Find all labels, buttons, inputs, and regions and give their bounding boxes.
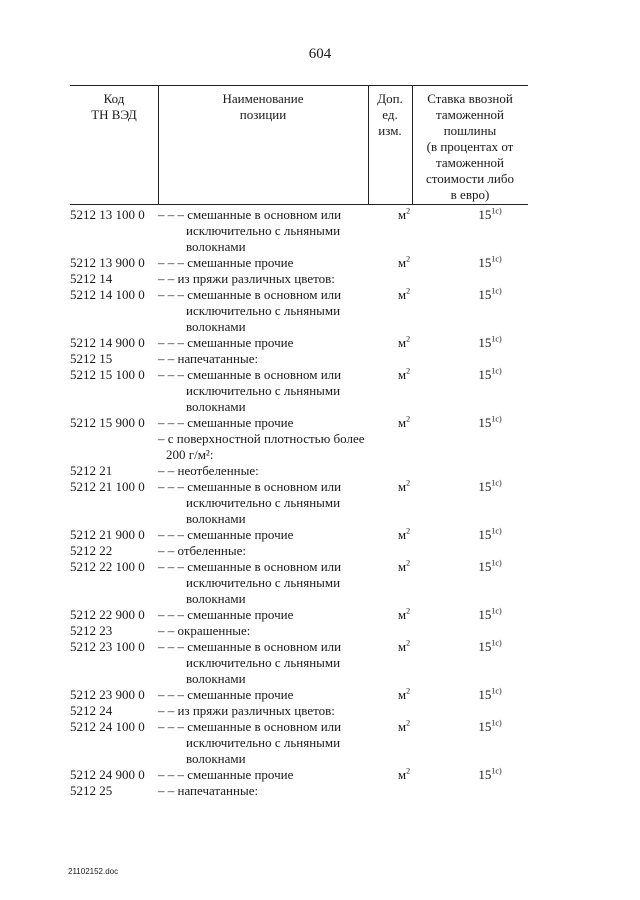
position-name-line: – – – смешанные прочие (158, 255, 294, 270)
header-unit-line: ед. (382, 107, 398, 122)
unit-cell (380, 351, 428, 367)
unit-superscript: 2 (406, 718, 411, 728)
position-name-line: – – напечатанные: (158, 351, 259, 366)
tnved-code: 5212 15 100 0 (70, 367, 145, 382)
table-row (70, 719, 540, 767)
table-row (70, 351, 540, 367)
header-unit (368, 91, 412, 139)
position-name (158, 287, 380, 335)
rate-footnote: 1с) (491, 638, 502, 648)
rate-cell (428, 367, 528, 415)
position-name (158, 607, 380, 623)
tnved-code: 5212 23 100 0 (70, 639, 145, 654)
header-unit-line: изм. (378, 123, 402, 138)
position-name-line: – – – смешанные в основном или (158, 719, 342, 734)
header-code-line: Код (103, 91, 125, 106)
table-row (70, 287, 540, 335)
table-row (70, 463, 540, 479)
tnved-code: 5212 13 900 0 (70, 255, 145, 270)
position-name (158, 639, 380, 687)
rate-cell (428, 527, 528, 543)
table-header (70, 85, 528, 205)
header-rate-line: таможенной (436, 107, 504, 122)
rate-cell (428, 335, 528, 351)
tnved-code: 5212 24 (70, 703, 113, 718)
tnved-code: 5212 14 100 0 (70, 287, 145, 302)
position-name-line: 200 г/м²: (166, 447, 214, 462)
position-name (158, 207, 380, 255)
tnved-code: 5212 14 900 0 (70, 335, 145, 350)
position-name-line: – – – смешанные в основном или (158, 559, 342, 574)
rate-value: 15 (478, 335, 492, 350)
position-name-line: исключительно с льняными (186, 655, 341, 670)
unit-cell (380, 703, 428, 719)
unit-superscript: 2 (406, 638, 411, 648)
table-row (70, 207, 540, 255)
unit-value: м (397, 479, 407, 494)
rate-value: 15 (478, 255, 492, 270)
rate-cell (428, 767, 528, 783)
position-name (158, 415, 380, 431)
unit-superscript: 2 (406, 478, 411, 488)
rate-footnote: 1с) (491, 686, 502, 696)
unit-cell (380, 543, 428, 559)
table-row (70, 415, 540, 431)
tnved-code: 5212 22 (70, 543, 113, 558)
tnved-code: 5212 24 100 0 (70, 719, 145, 734)
rate-cell (428, 719, 528, 767)
unit-cell (380, 271, 428, 287)
position-name-line: волокнами (186, 511, 246, 526)
position-name-line: волокнами (186, 239, 246, 254)
unit-value: м (397, 639, 407, 654)
unit-value: м (397, 767, 407, 782)
position-name-line: исключительно с льняными (186, 575, 341, 590)
position-name-line: исключительно с льняными (186, 735, 341, 750)
position-name (158, 335, 380, 351)
rate-footnote: 1с) (491, 718, 502, 728)
rate-cell (428, 479, 528, 527)
unit-cell (380, 607, 428, 623)
unit-cell (380, 783, 428, 799)
unit-value: м (397, 207, 407, 222)
unit-cell (380, 767, 428, 783)
rate-cell (428, 351, 528, 367)
rate-cell (428, 287, 528, 335)
table-row (70, 527, 540, 543)
position-name (158, 543, 380, 559)
position-name-line: волокнами (186, 591, 246, 606)
unit-cell (380, 527, 428, 543)
table-row (70, 431, 540, 463)
table-row (70, 767, 540, 783)
position-name (158, 559, 380, 607)
rate-cell (428, 783, 528, 799)
rate-cell (428, 687, 528, 703)
unit-cell (380, 623, 428, 639)
tnved-code: 5212 23 900 0 (70, 687, 145, 702)
tnved-code (70, 431, 158, 463)
position-name (158, 431, 380, 463)
unit-cell (380, 559, 428, 607)
unit-cell (380, 255, 428, 271)
rate-cell (428, 623, 528, 639)
position-name-line: – – – смешанные прочие (158, 767, 294, 782)
unit-cell (380, 335, 428, 351)
position-name-line: – – – смешанные прочие (158, 527, 294, 542)
header-rate-line: стоимости либо (425, 171, 514, 186)
position-name-line: исключительно с льняными (186, 495, 341, 510)
rate-value: 15 (478, 367, 492, 382)
tnved-code: 5212 25 (70, 783, 113, 798)
header-name-line: Наименование (222, 91, 304, 106)
rate-cell (428, 543, 528, 559)
rate-value: 15 (478, 207, 492, 222)
tnved-code: 5212 21 (70, 463, 113, 478)
position-name-line: волокнами (186, 671, 246, 686)
header-name (158, 91, 368, 123)
unit-superscript: 2 (406, 206, 411, 216)
unit-value: м (397, 559, 407, 574)
rate-value: 15 (478, 287, 492, 302)
header-rate (412, 91, 528, 203)
rate-footnote: 1с) (491, 206, 502, 216)
tnved-code: 5212 15 (70, 351, 113, 366)
position-name-line: исключительно с льняными (186, 223, 341, 238)
position-name-line: – – окрашенные: (158, 623, 251, 638)
rate-value: 15 (478, 719, 492, 734)
table-row (70, 607, 540, 623)
rate-footnote: 1с) (491, 366, 502, 376)
unit-value: м (397, 367, 407, 382)
rate-footnote: 1с) (491, 414, 502, 424)
unit-value: м (397, 719, 407, 734)
rate-cell (428, 255, 528, 271)
rate-cell (428, 463, 528, 479)
unit-cell (380, 687, 428, 703)
table-row (70, 559, 540, 607)
header-code-line: ТН ВЭД (91, 107, 137, 122)
table-row (70, 335, 540, 351)
rate-footnote: 1с) (491, 254, 502, 264)
rate-value: 15 (478, 607, 492, 622)
position-name-line: – – напечатанные: (158, 783, 259, 798)
tnved-code: 5212 14 (70, 271, 113, 286)
position-name (158, 623, 380, 639)
unit-cell (380, 639, 428, 687)
rate-value: 15 (478, 415, 492, 430)
position-name-line: – – – смешанные прочие (158, 687, 294, 702)
rate-footnote: 1с) (491, 606, 502, 616)
tnved-code: 5212 22 900 0 (70, 607, 145, 622)
position-name-line: – – – смешанные в основном или (158, 207, 342, 222)
position-name-line: – – отбеленные: (158, 543, 247, 558)
unit-superscript: 2 (406, 254, 411, 264)
table-row (70, 543, 540, 559)
unit-value: м (397, 287, 407, 302)
rate-value: 15 (478, 767, 492, 782)
rate-value: 15 (478, 479, 492, 494)
rate-footnote: 1с) (491, 526, 502, 536)
tnved-code: 5212 15 900 0 (70, 415, 145, 430)
tnved-code: 5212 23 (70, 623, 113, 638)
unit-value: м (397, 687, 407, 702)
unit-superscript: 2 (406, 286, 411, 296)
unit-cell (380, 463, 428, 479)
tnved-code: 5212 13 100 0 (70, 207, 145, 222)
rate-footnote: 1с) (491, 478, 502, 488)
table-row (70, 703, 540, 719)
position-name-line: – – неотбеленные: (158, 463, 259, 478)
position-name-line: – – из пряжи различных цветов: (158, 703, 335, 718)
position-name-line: исключительно с льняными (186, 383, 341, 398)
unit-superscript: 2 (406, 526, 411, 536)
unit-value: м (397, 607, 407, 622)
unit-value: м (397, 255, 407, 270)
position-name (158, 367, 380, 415)
header-name-line: позиции (239, 107, 287, 122)
position-name (158, 703, 380, 719)
unit-cell (380, 367, 428, 415)
position-name (158, 527, 380, 543)
position-name (158, 719, 380, 767)
rate-footnote: 1с) (491, 766, 502, 776)
position-name (158, 767, 380, 783)
header-rate-line: Ставка ввозной (427, 91, 513, 106)
position-name (158, 479, 380, 527)
position-name-line: – – – смешанные в основном или (158, 639, 342, 654)
position-name-line: – – – смешанные прочие (158, 415, 294, 430)
unit-cell (380, 719, 428, 767)
position-name-line: – – – смешанные в основном или (158, 287, 342, 302)
header-code (70, 91, 158, 123)
table-row (70, 479, 540, 527)
position-name-line: волокнами (186, 751, 246, 766)
table-row (70, 623, 540, 639)
rate-cell (428, 639, 528, 687)
unit-cell (380, 287, 428, 335)
position-name (158, 783, 380, 799)
tnved-code: 5212 21 900 0 (70, 527, 145, 542)
unit-superscript: 2 (406, 766, 411, 776)
rate-value: 15 (478, 559, 492, 574)
position-name-line: – – – смешанные в основном или (158, 479, 342, 494)
header-rate-line: в евро) (450, 187, 490, 202)
unit-superscript: 2 (406, 414, 411, 424)
rate-cell (428, 271, 528, 287)
table-row (70, 783, 540, 799)
position-name (158, 463, 380, 479)
unit-value: м (397, 335, 407, 350)
rate-value: 15 (478, 687, 492, 702)
file-name: 21102152.doc (68, 867, 119, 876)
rate-cell (428, 207, 528, 255)
position-name (158, 687, 380, 703)
rate-cell (428, 607, 528, 623)
position-name-line: – – – смешанные прочие (158, 607, 294, 622)
unit-value: м (397, 527, 407, 542)
unit-cell (380, 479, 428, 527)
page-number: 604 (308, 46, 332, 62)
rate-value: 15 (478, 639, 492, 654)
header-rate-line: пошлины (443, 123, 497, 138)
rate-cell (428, 559, 528, 607)
unit-cell (380, 431, 428, 463)
unit-superscript: 2 (406, 686, 411, 696)
table-row (70, 367, 540, 415)
position-name (158, 351, 380, 367)
rate-footnote: 1с) (491, 558, 502, 568)
position-name (158, 271, 380, 287)
tariff-table-body (70, 207, 540, 799)
unit-superscript: 2 (406, 606, 411, 616)
unit-superscript: 2 (406, 558, 411, 568)
rate-cell (428, 703, 528, 719)
table-row (70, 271, 540, 287)
tnved-code: 5212 24 900 0 (70, 767, 145, 782)
position-name-line: – – – смешанные прочие (158, 335, 294, 350)
unit-cell (380, 207, 428, 255)
header-unit-line: Доп. (377, 91, 403, 106)
unit-superscript: 2 (406, 334, 411, 344)
unit-cell (380, 415, 428, 431)
position-name-line: – – – смешанные в основном или (158, 367, 342, 382)
tnved-code: 5212 21 100 0 (70, 479, 145, 494)
position-name-line: – – из пряжи различных цветов: (158, 271, 335, 286)
tnved-code: 5212 22 100 0 (70, 559, 145, 574)
position-name-line: – с поверхностной плотностью более (158, 431, 365, 446)
position-name-line: волокнами (186, 399, 246, 414)
table-row (70, 687, 540, 703)
table-row (70, 255, 540, 271)
rate-cell (428, 431, 528, 463)
unit-value: м (397, 415, 407, 430)
unit-superscript: 2 (406, 366, 411, 376)
position-name-line: исключительно с льняными (186, 303, 341, 318)
rate-footnote: 1с) (491, 334, 502, 344)
position-name (158, 255, 380, 271)
position-name-line: волокнами (186, 319, 246, 334)
rate-value: 15 (478, 527, 492, 542)
table-row (70, 639, 540, 687)
rate-footnote: 1с) (491, 286, 502, 296)
header-rate-line: (в процентах от (426, 139, 514, 154)
header-rate-line: таможенной (436, 155, 504, 170)
rate-cell (428, 415, 528, 431)
